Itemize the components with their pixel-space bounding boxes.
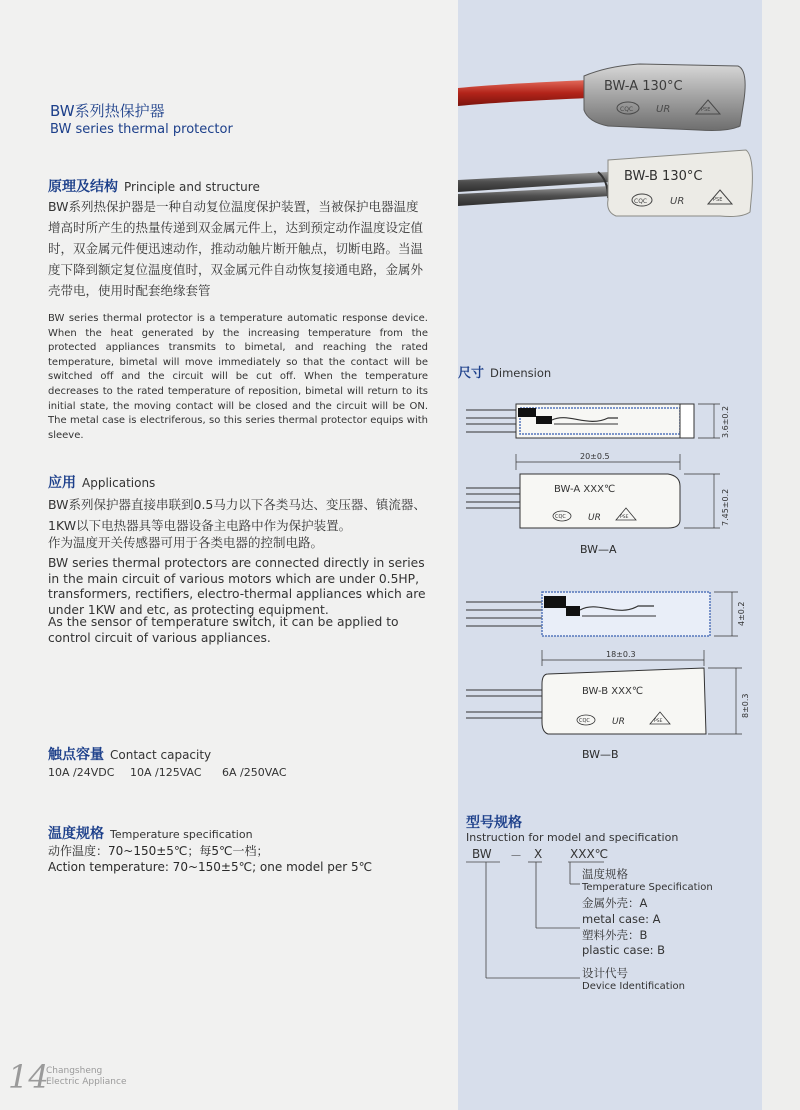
principle-heading-cn: 原理及结构 — [48, 179, 118, 195]
bw-b-marking: BW-B XXX℃ — [582, 686, 644, 697]
contact-value: 6A /250VAC — [222, 766, 287, 779]
bw-a-thickness-label: 3.6±0.2 — [721, 405, 730, 438]
model-code-temp: XXX℃ — [570, 847, 609, 861]
page-margin — [762, 0, 800, 1110]
red-wire — [458, 80, 588, 106]
dimension-heading — [458, 362, 551, 381]
temp-spec-label-en: Temperature Specification — [582, 882, 713, 893]
principle-heading-en: Principle and structure — [124, 180, 260, 194]
principle-heading — [48, 176, 260, 196]
bw-a-top-drawing — [458, 450, 762, 540]
applications-text-en-2: As the sensor of temperature switch, it can be applied to control circuit of various appliances. — [48, 615, 399, 645]
pse-mark: PSE — [620, 515, 629, 520]
bw-b-length-label: 18±0.3 — [606, 650, 636, 659]
bw-b-width-label: 8±0.3 — [741, 693, 750, 718]
contact-value: 10A /24VDC — [48, 766, 115, 779]
model-heading-cn: 型号规格 — [466, 815, 522, 831]
temperature-line-en: Action temperature: 70~150±5℃; one model per 5℃ — [48, 860, 373, 874]
page-number: 14 — [8, 1058, 49, 1096]
applications-text-cn-1: BW系列保护器直接串联到0.5马力以下各类马达、变压器、镇流器、1KW以下电热器具等电器设备主电路中作为保护装置。 — [48, 497, 426, 533]
temperature-heading — [48, 823, 253, 843]
page-title-cn: BW系列热保护器 — [50, 102, 165, 120]
bw-a-photo-label: BW-A 130°C — [604, 79, 683, 94]
product-photo — [458, 40, 762, 245]
contact-value: 10A /125VAC — [130, 766, 202, 779]
model-code-dash: － — [510, 849, 523, 863]
model-code-x: X — [534, 847, 543, 861]
cqc-mark: CQC — [579, 718, 590, 724]
principle-text-en: BW series thermal protector is a temperature automatic response device. When the heat generated by the increasing temperature from the protected appliances transmits to bimetal, and reaching the rated temperature, bimetal will move immediately so that the contact will be switched off and the circuit will be cut off. When the temperature decreases to the rated temperature of reposition, bimetal will return to its initial state, the moving contact will be closed and the circuit will be ON. The metal case is electriferous, so this series thermal protector equips with sleeve. — [48, 313, 428, 441]
cqc-mark: CQC — [634, 198, 648, 205]
dimension-heading-en: Dimension — [490, 366, 552, 380]
plastic-case-label-en: plastic case: B — [582, 943, 666, 957]
company-name-line2: Electric Appliance — [46, 1077, 127, 1087]
model-heading-en: Instruction for model and specification — [466, 831, 679, 844]
bw-a-length-label: 20±0.5 — [580, 452, 610, 461]
pse-mark: PSE — [713, 197, 723, 203]
ur-mark: UR — [612, 717, 625, 727]
temp-spec-label-cn: 温度规格 — [582, 867, 628, 881]
metal-case-label-cn: 金属外壳：A — [582, 896, 648, 910]
plastic-case-label-cn: 塑料外壳：B — [582, 928, 648, 942]
contact-heading-cn: 触点容量 — [48, 747, 104, 763]
applications-text-cn-2: 作为温度开关传感器可用于各类电器的控制电路。 — [48, 535, 324, 550]
temperature-heading-en: Temperature specification — [110, 828, 253, 841]
bw-b-thickness-label: 4±0.2 — [737, 601, 746, 626]
pse-mark: PSE — [654, 719, 663, 724]
cqc-mark: CQC — [620, 106, 634, 113]
ur-mark: UR — [588, 513, 601, 523]
metal-case-label-en: metal case: A — [582, 912, 661, 926]
bw-a-marking: BW-A XXX℃ — [554, 484, 616, 495]
applications-heading — [48, 472, 155, 492]
ur-mark: UR — [670, 196, 685, 207]
bw-a-body — [584, 64, 745, 131]
page-title-en: BW series thermal protector — [50, 122, 233, 137]
principle-text-cn: BW系列热保护器是一种自动复位温度保护装置，当被保护电器温度增高时所产生的热量传递到双金属元件上，达到预定动作温度设定值时，双金属元件便迅速动作，推动动触片断开触点，切断电路。当温度下降到额定复位温度值时，双金属元件自动恢复接通电路，金属外壳带电，使用时配套绝缘套管 — [48, 199, 424, 298]
bw-b-caption: BW—B — [582, 748, 619, 761]
applications-heading-cn: 应用 — [48, 475, 76, 491]
bw-b-top-drawing — [458, 646, 762, 742]
bw-a-width-label: 7.45±0.2 — [721, 488, 730, 526]
contact-heading — [48, 744, 211, 764]
applications-text-en-1: BW series thermal protectors are connected directly in series in the main circuit of various motors which are under 0.5HP, transformers, rectifiers, electro-thermal appliances which are under 1KW and etc, as protecting equipment. — [48, 556, 426, 617]
temperature-heading-cn: 温度规格 — [48, 826, 104, 842]
temperature-line-cn: 动作温度：70~150±5℃；每5℃一档； — [48, 844, 269, 858]
cqc-mark: CQC — [555, 514, 566, 520]
pse-mark: PSE — [701, 107, 711, 113]
design-code-label-en: Device Identification — [582, 981, 685, 992]
model-code-bw: BW — [472, 847, 492, 861]
company-name-line1: Changsheng — [46, 1066, 103, 1076]
dimension-heading-cn: 尺寸 — [458, 366, 485, 381]
bw-b-section-drawing — [458, 588, 762, 644]
bw-a-caption: BW—A — [580, 543, 617, 556]
bw-a-section-drawing — [458, 394, 762, 448]
bw-b-photo-label: BW-B 130°C — [624, 169, 703, 184]
applications-heading-en: Applications — [82, 476, 156, 490]
contact-heading-en: Contact capacity — [110, 748, 212, 762]
design-code-label-cn: 设计代号 — [582, 966, 628, 980]
ur-mark: UR — [656, 104, 671, 115]
